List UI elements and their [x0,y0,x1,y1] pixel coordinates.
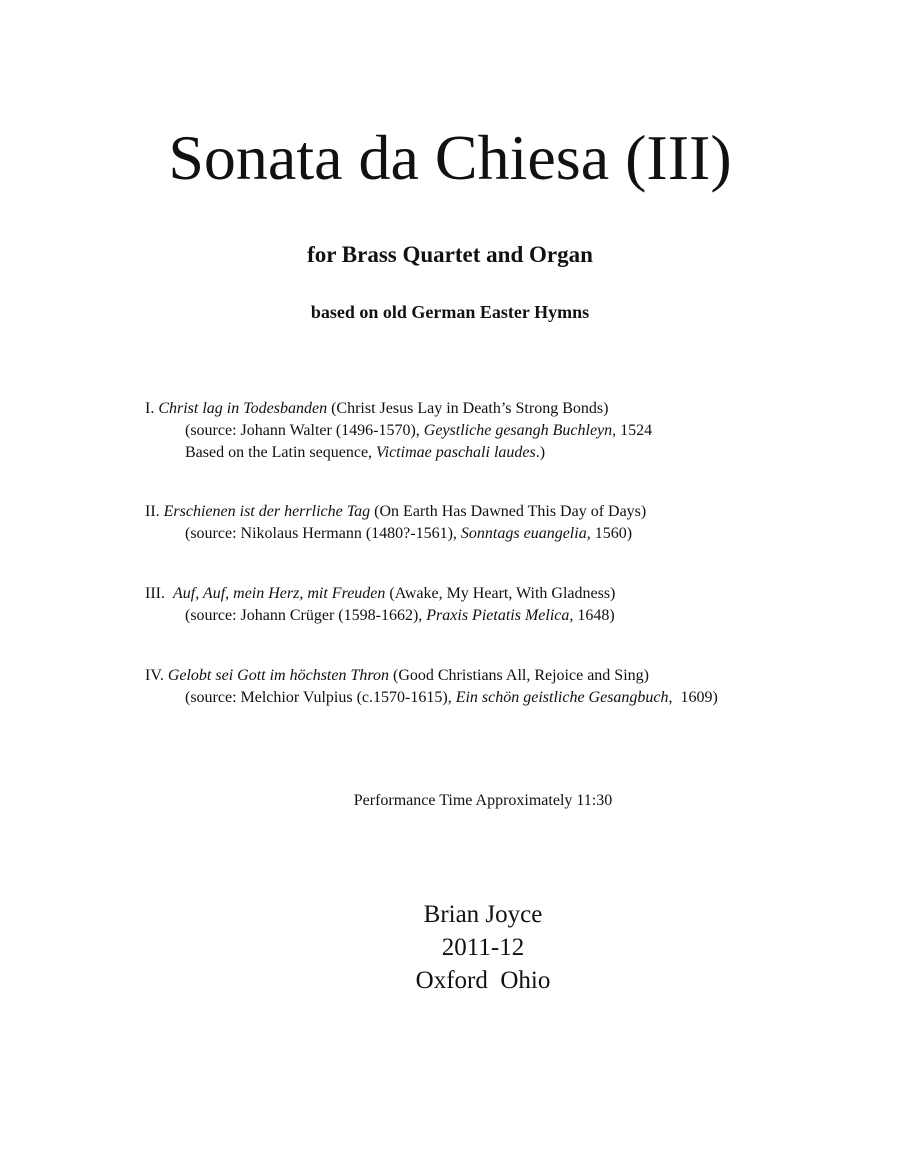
extra-work: Victimae paschali laudes [376,444,536,461]
source-book: Praxis Pietatis Melica, [426,607,574,624]
source-prefix: (source: Johann Crüger (1598-1662), [185,607,427,624]
source-book: Ein schön geistliche Gesangbuch [455,689,669,706]
author-block [0,898,900,997]
source-prefix: (source: Melchior Vulpius (c.1570-1615), [185,689,456,706]
source-suffix: 1648) [573,607,615,624]
source-suffix: , 1609) [668,689,718,706]
source-prefix: (source: Johann Walter (1496-1570), [185,422,424,439]
author-name: Brian Joyce [423,901,543,928]
movement-1 [145,398,885,464]
source-suffix: 1560) [590,525,633,542]
english-title: (Awake, My Heart, With Gladness) [389,585,616,602]
source-suffix: , 1524 [612,422,653,439]
hymn-title: Erschienen ist der herrliche Tag [163,503,371,520]
subtitle-based-on: based on old German Easter Hymns [310,302,590,322]
source-prefix: (source: Nikolaus Hermann (1480?-1561), [185,525,461,542]
movement-title-line [145,665,885,687]
movement-numeral: IV. [145,667,164,684]
hymn-title: Christ lag in Todesbanden [158,400,328,417]
page-title: Sonata da Chiesa (III) [168,122,732,193]
movement-extra-line [145,442,885,464]
movement-numeral: II. [145,503,160,520]
movement-source-line [145,687,885,709]
source-book: Sonntags euangelia, [460,525,591,542]
movement-numeral: III. [145,585,165,602]
hymn-title: Gelobt sei Gott im höchsten Thron [167,667,389,684]
movement-2 [145,501,885,545]
extra-prefix: Based on the Latin sequence, [185,444,377,461]
english-title: (Christ Jesus Lay in Death’s Strong Bonds) [331,400,609,417]
composition-years: 2011-12 [441,934,525,961]
movement-4 [145,665,885,709]
movement-numeral: I. [145,400,155,417]
source-book: Geystliche gesangh Buchleyn [423,422,613,439]
subtitle-instrumentation: for Brass Quartet and Organ [307,242,593,267]
movement-title-line [145,583,885,605]
english-title: (Good Christians All, Rejoice and Sing) [393,667,649,684]
movement-title-line [145,398,885,420]
movement-title-line [145,501,885,523]
movement-source-line [145,605,885,627]
movement-source-line [145,420,885,442]
hymn-title: Auf, Auf, mein Herz, mit Freuden [172,585,386,602]
english-title: (On Earth Has Dawned This Day of Days) [374,503,647,520]
movement-3 [145,583,885,627]
performance-time: Performance Time Approximately 11:30 [353,792,613,809]
extra-suffix: .) [535,444,546,461]
movement-source-line [145,523,885,545]
author-location: Oxford Ohio [415,967,551,994]
